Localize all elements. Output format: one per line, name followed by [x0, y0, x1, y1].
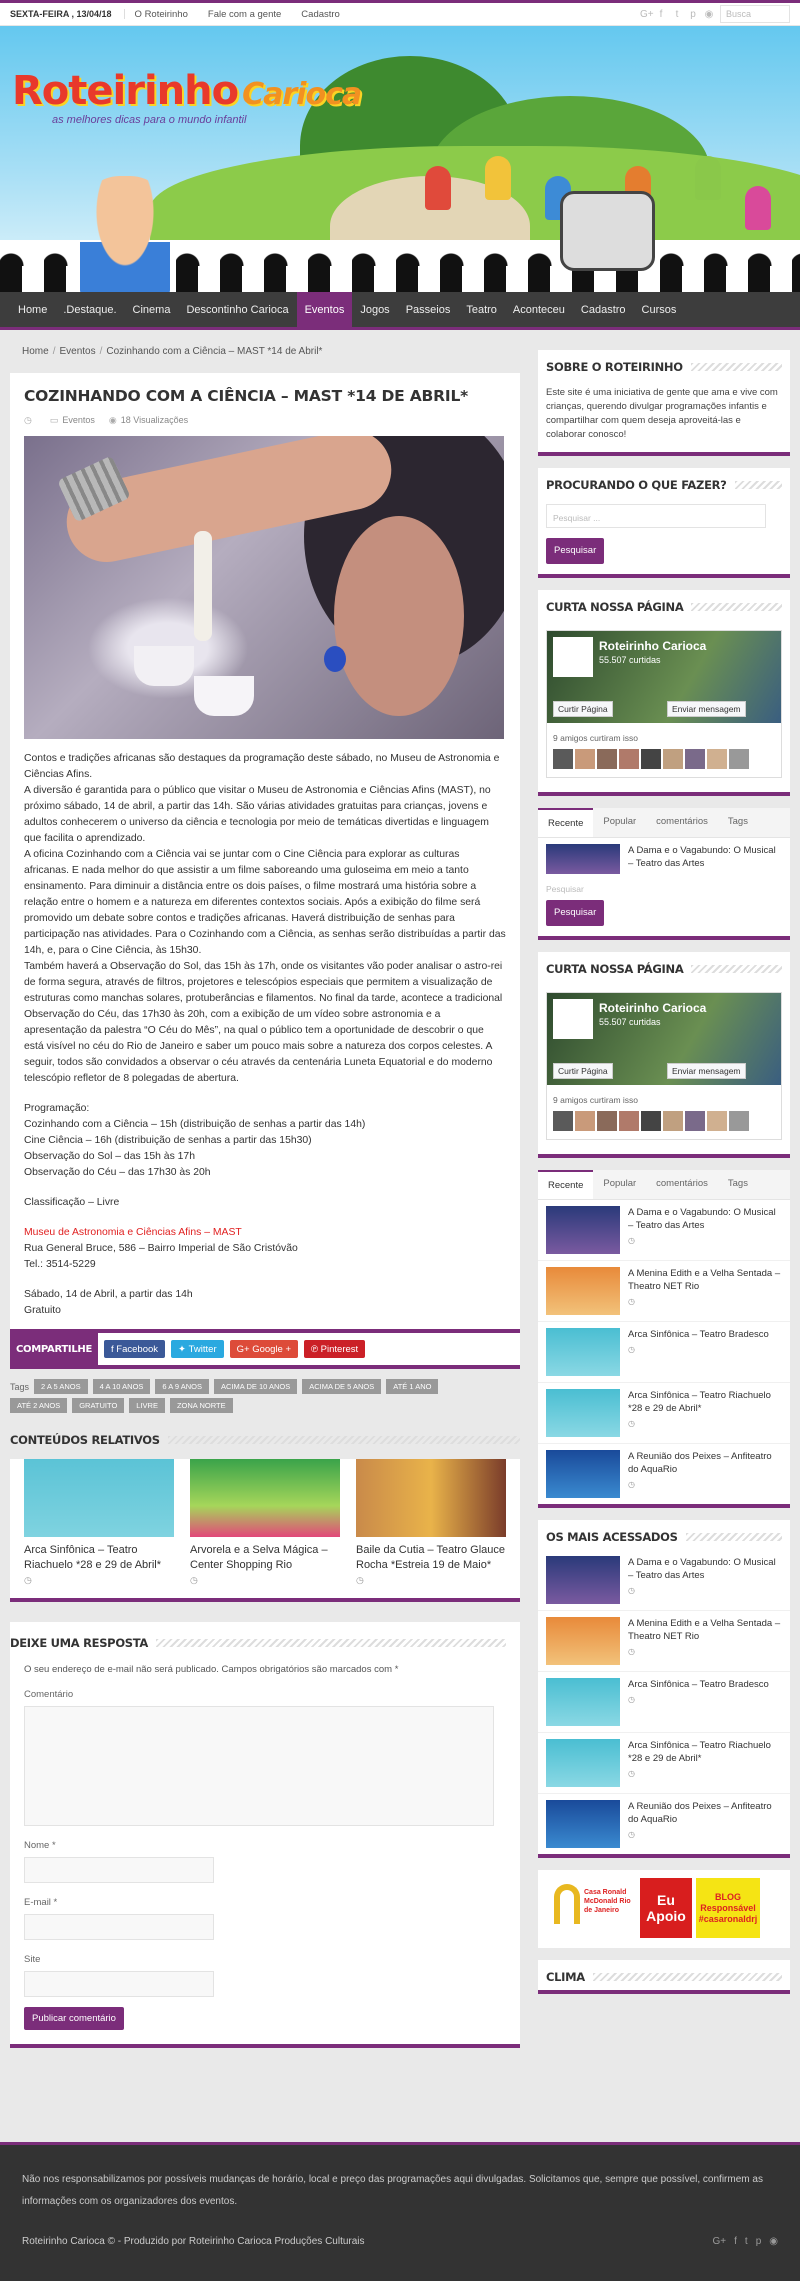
fb-friends: 9 amigos curtiram isso [553, 733, 639, 743]
reply-title [10, 1622, 506, 1650]
top-link-contact[interactable]: Fale com a gente [207, 8, 282, 20]
list-item-title[interactable]: A Reunião dos Peixes – Anfiteatro do AquaRio [628, 1801, 772, 1825]
list-item-title[interactable]: Arca Sinfônica – Teatro Bradesco [628, 1329, 769, 1340]
email-field[interactable] [24, 1914, 214, 1940]
robot-car-illustration [560, 191, 655, 271]
tag-link[interactable]: ACIMA DE 5 ANOS [302, 1379, 381, 1394]
mini-search-button[interactable]: Pesquisar [546, 900, 604, 926]
comment-label: Comentário [24, 1689, 74, 1700]
related-item-title[interactable]: Arca Sinfônica – Teatro Riachuelo *28 e 29 de Abril* [24, 1544, 161, 1571]
clock-icon: ◷ [628, 1695, 635, 1704]
most-viewed-widget [538, 1520, 790, 1858]
list-thumbnail[interactable] [546, 1328, 620, 1376]
comment-textarea[interactable] [24, 1706, 494, 1826]
sidebar [538, 350, 790, 2006]
post-tags [10, 1379, 500, 1413]
event-date: Sábado, 14 de Abril, a partir das 14h [24, 1289, 193, 1300]
related-title [10, 1433, 520, 1447]
share-bar [10, 1333, 520, 1369]
list-item[interactable] [538, 1733, 790, 1794]
list-item-title[interactable]: Arca Sinfônica – Teatro Riachuelo *28 e 29 de Abril* [628, 1740, 771, 1764]
list-item-title[interactable]: A Dama e o Vagabundo: O Musical – Teatro das Artes [628, 845, 776, 869]
list-item-title[interactable]: A Menina Edith e a Velha Sentada – Theatro NET Rio [628, 1268, 781, 1292]
fb-like-button[interactable] [553, 1063, 613, 1079]
about-title-text: SOBRE O ROTEIRINHO [546, 360, 683, 374]
nav-cursos[interactable]: Cursos [641, 303, 677, 316]
nav-eventos[interactable]: Eventos [297, 292, 353, 327]
related-item[interactable] [356, 1459, 506, 1586]
share-twitter-label: Twitter [188, 1343, 217, 1355]
post-paragraph: A oficina Cozinhando com a Ciência vai se juntar com o Cine Ciência para explorar as culturas africanas. E nada melhor do que assistir a um filme saboreando uma guloseima em meio a tanto ensinamento. Para diminuir a distância entre os dois países, o filme mostrará uma história sobre a relação entre o homem e a natureza em diferentes contextos sociais. Após a exibição do filme será promovido um debate sobre contos e tradições africanas. Haverá distribuição de senhas para participação nas atividades. Para o Cozinhando com a Ciência, as senhas serão distribuídas a partir das 14h, e, para o Cine Ciência, às 15h30. [24, 849, 506, 956]
sidebar-tabs [538, 1170, 790, 1200]
list-thumbnail[interactable] [546, 1617, 620, 1665]
tag-link[interactable]: ATÉ 2 ANOS [10, 1398, 67, 1413]
name-field[interactable] [24, 1857, 214, 1883]
clock-icon: ◷ [356, 1575, 364, 1585]
site-label: Site [24, 1954, 41, 1965]
search-title-text: PROCURANDO O QUE FAZER? [546, 478, 727, 492]
top-link-register[interactable]: Cadastro [301, 8, 340, 20]
share-twitter-button[interactable] [171, 1340, 224, 1358]
list-item[interactable] [538, 1794, 790, 1854]
list-item[interactable] [538, 1261, 790, 1322]
top-right [640, 5, 790, 23]
fb-message-button[interactable] [667, 701, 746, 717]
email-label: E-mail * [24, 1897, 58, 1908]
ronald-mcdonald-banner[interactable] [546, 1878, 636, 1938]
list-thumbnail[interactable] [546, 1739, 620, 1787]
classification: Classificação – Livre [24, 1197, 120, 1208]
breadcrumb-current: Cozinhando com a Ciência – MAST *14 de Abril* [106, 346, 323, 357]
facebook-widget [538, 590, 790, 796]
clock-icon: ◷ [628, 1830, 635, 1839]
tag-link[interactable]: ACIMA DE 10 ANOS [214, 1379, 297, 1394]
fb-likes: 55.507 curtidas [599, 1017, 661, 1027]
fb-title-2 [538, 952, 790, 982]
facebook-icon[interactable]: f [659, 8, 663, 20]
tag-link[interactable]: ZONA NORTE [170, 1398, 233, 1413]
clock-icon: ◷ [24, 415, 32, 425]
tag-link[interactable]: LIVRE [129, 1398, 165, 1413]
clock-icon: ◷ [628, 1480, 635, 1489]
eye-icon: ◉ [108, 415, 117, 425]
facebook-page-plugin[interactable] [546, 630, 782, 778]
about-title [538, 350, 790, 380]
list-item[interactable] [538, 1383, 790, 1444]
fb-title-text: CURTA NOSSA PÁGINA [546, 600, 684, 614]
reply-form [10, 1622, 520, 2048]
mini-search-input[interactable]: Pesquisar [546, 884, 584, 894]
program-item: Cozinhando com a Ciência – 15h (distribuição de senhas a partir das 14h) [24, 1119, 366, 1130]
page-avatar [553, 999, 593, 1039]
share-google-label: Google + [252, 1343, 292, 1355]
main-nav [0, 292, 800, 330]
tag-link[interactable]: 6 A 9 ANOS [155, 1379, 209, 1394]
post-paragraph: Também haverá a Observação do Sol, das 15h às 17h, onde os visitantes vão poder analisar o astro-rei de forma segura, através de filtros, projetores e telescópios especiais que permitem a visualização de estruturas como manchas solares, protuberâncias e filamentos. No final da tarde, acontece a tradicional Observação do Céu, das 17h30 às 20h, com a exibição de um vídeo sobre astronomia e a apresentação da palestra “O Céu do Mês”, na qual o público tem a oportunidade de descobrir o que está visível no céu do Rio de Janeiro e saber um pouco mais sobre a natureza dos corpos celestes. A seguir, todos são convidados a observar o céu através da centenária Luneta Equatorial e do moderno telescópio refletor de 8 polegadas de abertura. [24, 961, 503, 1084]
program-title: Programação: [24, 1103, 90, 1114]
post-featured-image [24, 436, 504, 739]
google-plus-icon[interactable]: G+ [712, 2236, 727, 2247]
share-label: COMPARTILHE [10, 1331, 98, 1367]
google-plus-icon: G+ [236, 1343, 253, 1355]
clock-icon: ◷ [628, 1297, 635, 1306]
related-item-title[interactable]: Baile da Cutia – Teatro Glauce Rocha *Estreia 19 de Maio* [356, 1544, 505, 1571]
tags-label: Tags [10, 1381, 30, 1392]
facebook-icon: f [111, 1343, 117, 1355]
post-title: COZINHANDO COM A CIÊNCIA – MAST *14 DE ABRIL* [24, 387, 469, 405]
list-item[interactable] [538, 838, 790, 880]
breadcrumb-home[interactable]: Home [22, 346, 49, 357]
facebook-widget-2 [538, 952, 790, 1158]
list-item-title[interactable]: A Dama e o Vagabundo: O Musical – Teatro das Artes [628, 1557, 776, 1581]
most-viewed-title-text: OS MAIS ACESSADOS [546, 1530, 678, 1544]
clock-icon: ◷ [628, 1236, 635, 1245]
tag-link[interactable]: 2 A 5 ANOS [34, 1379, 88, 1394]
list-thumbnail[interactable] [546, 1389, 620, 1437]
sidebar-tabs [538, 808, 790, 838]
related-item[interactable] [24, 1459, 174, 1586]
fb-page-name[interactable]: Roteirinho Carioca [599, 1001, 707, 1015]
main-content [10, 340, 520, 2048]
nav-cinema[interactable]: Cinema [132, 303, 171, 316]
list-item[interactable] [538, 1322, 790, 1383]
search-title [538, 468, 790, 498]
list-item-title[interactable]: A Dama e o Vagabundo: O Musical – Teatro das Artes [628, 1207, 776, 1231]
boy-mascot [80, 176, 170, 292]
post-body [24, 751, 506, 1319]
clock-icon: ◷ [190, 1575, 198, 1585]
about-text: Este site é uma iniciativa de gente que ama e vive com crianças, querendo divulgar programações infantis e compartilhar com quem deseja aproveitá-las e colaborar conosco! [546, 387, 778, 440]
weather-title [538, 1960, 790, 1990]
related-thumbnail[interactable] [356, 1459, 506, 1537]
share-google-button[interactable] [230, 1340, 298, 1358]
rss-icon[interactable]: ◉ [704, 8, 714, 20]
twitter-icon: ✦ [178, 1343, 189, 1355]
logo-word-1: Roteirinho [12, 68, 239, 114]
clock-icon: ◷ [628, 1769, 635, 1778]
fb-friend-avatars [547, 1111, 781, 1139]
list-thumbnail[interactable] [546, 1678, 620, 1726]
share-pinterest-label: Pinterest [320, 1343, 359, 1355]
tag-link[interactable]: GRATUITO [72, 1398, 124, 1413]
tag-link[interactable]: ATÉ 1 ANO [386, 1379, 438, 1394]
ads-widget [538, 1870, 790, 1948]
list-thumbnail[interactable] [546, 844, 620, 874]
venue-phone: Tel.: 3514-5229 [24, 1259, 96, 1270]
related-item-title[interactable]: Arvorela e a Selva Mágica – Center Shopping Rio [190, 1544, 328, 1571]
related-thumbnail[interactable] [190, 1459, 340, 1537]
tab-popular[interactable]: Popular [603, 816, 637, 827]
tabs-widget [538, 1170, 790, 1508]
sidebar-search-button[interactable]: Pesquisar [546, 538, 604, 564]
tab-tags[interactable]: Tags [727, 816, 748, 827]
eu-apoio-banner[interactable]: Eu Apoio [640, 1878, 692, 1938]
site-field[interactable] [24, 1971, 214, 1997]
fb-like-button[interactable] [553, 701, 613, 717]
tag-link[interactable]: 4 A 10 ANOS [93, 1379, 151, 1394]
post-category[interactable]: Eventos [62, 415, 95, 425]
list-thumbnail[interactable] [546, 1267, 620, 1315]
weather-widget [538, 1960, 790, 1994]
most-viewed-title [538, 1520, 790, 1550]
list-thumbnail[interactable] [546, 1800, 620, 1848]
nav-home[interactable]: Home [18, 303, 48, 316]
list-item[interactable] [538, 1611, 790, 1672]
logo-tagline: as melhores dicas para o mundo infantil [52, 114, 247, 126]
nav-cadastro[interactable]: Cadastro [580, 303, 626, 316]
post-meta [24, 415, 506, 426]
site-logo[interactable] [12, 68, 362, 168]
twitter-icon[interactable]: t [675, 8, 679, 20]
venue-link[interactable]: Museu de Astronomia e Ciências Afins – MAST [24, 1227, 242, 1238]
footer-credit: Roteirinho Carioca © - Produzido por Roteirinho Carioca Produções Culturais [22, 2236, 365, 2247]
fb-friend-avatars [547, 749, 781, 777]
breadcrumb: Home / Eventos / Cozinhando com a Ciência – MAST *14 de Abril* [22, 346, 323, 357]
program-item: Cine Ciência – 16h (distribuição de senhas a partir das 15h30) [24, 1135, 312, 1146]
nav-teatro[interactable]: Teatro [466, 303, 497, 316]
program-item: Observação do Céu – das 17h30 às 20h [24, 1167, 211, 1178]
weather-title-text: CLIMA [546, 1970, 585, 1984]
list-item[interactable] [538, 1444, 790, 1504]
nav-descontinho[interactable]: Descontinho Carioca [186, 303, 289, 316]
clock-icon: ◷ [628, 1419, 635, 1428]
fb-likes: 55.507 curtidas [599, 655, 661, 665]
fb-message-label: Enviar mensagem [672, 704, 741, 714]
logo-word-2: Carioca [242, 77, 362, 112]
related-item[interactable] [190, 1459, 340, 1586]
blog-responsavel-banner[interactable]: BLOG Responsável #casaronaldrj [696, 1878, 760, 1938]
list-item-title[interactable]: A Reunião dos Peixes – Anfiteatro do AquaRio [628, 1451, 772, 1475]
nav-aconteceu[interactable]: Aconteceu [512, 303, 565, 316]
fb-friends: 9 amigos curtiram isso [553, 1095, 639, 1105]
pinterest-icon: ℗ [311, 1343, 321, 1355]
post-paragraph: A diversão é garantida para o público que visitar o Museu de Astronomia e Ciências Afins (MAST), no próximo sábado, 14 de abril, a partir das 14h. São várias atividades gratuitas para crianças, jovens e adultos conhecerem o universo da ciência e tecnologia por meio de temáticas divertidas e linguagem que facilita o aprendizado. [24, 785, 491, 844]
google-plus-icon[interactable]: G+ [640, 8, 654, 20]
share-facebook-label: Facebook [116, 1343, 159, 1355]
rss-icon[interactable]: ◉ [769, 2236, 778, 2247]
pinterest-icon[interactable]: p [690, 8, 696, 20]
tab-tags[interactable]: Tags [727, 1178, 748, 1189]
list-item[interactable] [538, 1550, 790, 1611]
pinterest-icon[interactable]: p [755, 2236, 762, 2247]
folder-icon: ▭ [49, 415, 59, 425]
list-item[interactable] [538, 1200, 790, 1261]
list-item-title[interactable]: Arca Sinfônica – Teatro Bradesco [628, 1679, 769, 1690]
breadcrumb-section[interactable]: Eventos [59, 346, 96, 357]
fb-page-name[interactable]: Roteirinho Carioca [599, 639, 707, 653]
sidebar-search-input[interactable]: Pesquisar ... [546, 504, 766, 528]
clock-icon: ◷ [24, 1575, 32, 1585]
post-article [10, 373, 520, 1333]
tab-comentarios[interactable]: comentários [656, 816, 708, 827]
current-date: SEXTA-FEIRA , 13/04/18 [10, 9, 125, 19]
reply-title-text: DEIXE UMA RESPOSTA [10, 1636, 149, 1650]
related-posts [10, 1433, 520, 1602]
list-item-title[interactable]: A Menina Edith e a Velha Sentada – Theatro NET Rio [628, 1618, 781, 1642]
fb-like-label: Curtir Página [558, 1066, 608, 1076]
name-label: Nome * [24, 1840, 56, 1851]
nav-jogos[interactable]: Jogos [360, 303, 390, 316]
clock-icon: ◷ [628, 1345, 635, 1354]
site-footer [0, 2142, 800, 2281]
post-paragraph: Contos e tradições africanas são destaques da programação deste sábado, no Museu de Astronomia e Ciências Afins. [24, 753, 500, 780]
related-thumbnail[interactable] [24, 1459, 174, 1537]
fb-like-label: Curtir Página [558, 704, 608, 714]
fb-title [538, 590, 790, 620]
tab-recente[interactable]: Recente [538, 808, 593, 837]
clock-icon: ◷ [628, 1647, 635, 1656]
top-link-about[interactable]: O Roteirinho [134, 8, 188, 20]
top-search-input[interactable]: Busca [720, 5, 790, 23]
program-item: Observação do Sol – das 15h às 17h [24, 1151, 195, 1162]
nav-destaque[interactable]: .Destaque. [63, 303, 117, 316]
tab-popular[interactable]: Popular [603, 1178, 637, 1189]
about-widget [538, 350, 790, 456]
clock-icon: ◷ [628, 1586, 635, 1595]
list-thumbnail[interactable] [546, 1556, 620, 1604]
facebook-icon[interactable]: f [734, 2236, 737, 2247]
post-views: 18 Visualizações [120, 415, 189, 425]
tabs-widget-mini [538, 808, 790, 940]
reply-note: O seu endereço de e-mail não será publicado. Campos obrigatórios são marcados com * [24, 1664, 399, 1675]
tab-comentarios[interactable]: comentários [656, 1178, 708, 1189]
list-item-title[interactable]: Arca Sinfônica – Teatro Riachuelo *28 e 29 de Abril* [628, 1390, 771, 1414]
tab-recente[interactable]: Recente [538, 1170, 593, 1199]
nav-passeios[interactable]: Passeios [405, 303, 451, 316]
site-header [0, 26, 800, 292]
share-pinterest-button[interactable] [304, 1340, 365, 1358]
submit-comment-button[interactable]: Publicar comentário [24, 2007, 124, 2030]
footer-disclaimer: Não nos responsabilizamos por possíveis mudanças de horário, local e preço das programações aqui divulgadas. Solicitamos que, sempre que possível, confirmem as informações com os organizadores dos eventos. [22, 2174, 763, 2207]
facebook-page-plugin[interactable] [546, 992, 782, 1140]
fb-message-button[interactable] [667, 1063, 746, 1079]
page-avatar [553, 637, 593, 677]
twitter-icon[interactable]: t [744, 2236, 748, 2247]
fb-title-text: CURTA NOSSA PÁGINA [546, 962, 684, 976]
ad-text: Casa Ronald McDonald Rio de Janeiro [584, 1889, 631, 1914]
fb-message-label: Enviar mensagem [672, 1066, 741, 1076]
list-item[interactable] [538, 1672, 790, 1733]
share-facebook-button[interactable] [104, 1340, 165, 1358]
search-widget [538, 468, 790, 578]
list-thumbnail[interactable] [546, 1206, 620, 1254]
event-price: Gratuito [24, 1305, 61, 1316]
related-title-text: CONTEÚDOS RELATIVOS [10, 1433, 160, 1447]
top-bar [0, 0, 800, 26]
list-thumbnail[interactable] [546, 1450, 620, 1498]
venue-address: Rua General Bruce, 586 – Bairro Imperial de São Cristóvão [24, 1243, 298, 1254]
